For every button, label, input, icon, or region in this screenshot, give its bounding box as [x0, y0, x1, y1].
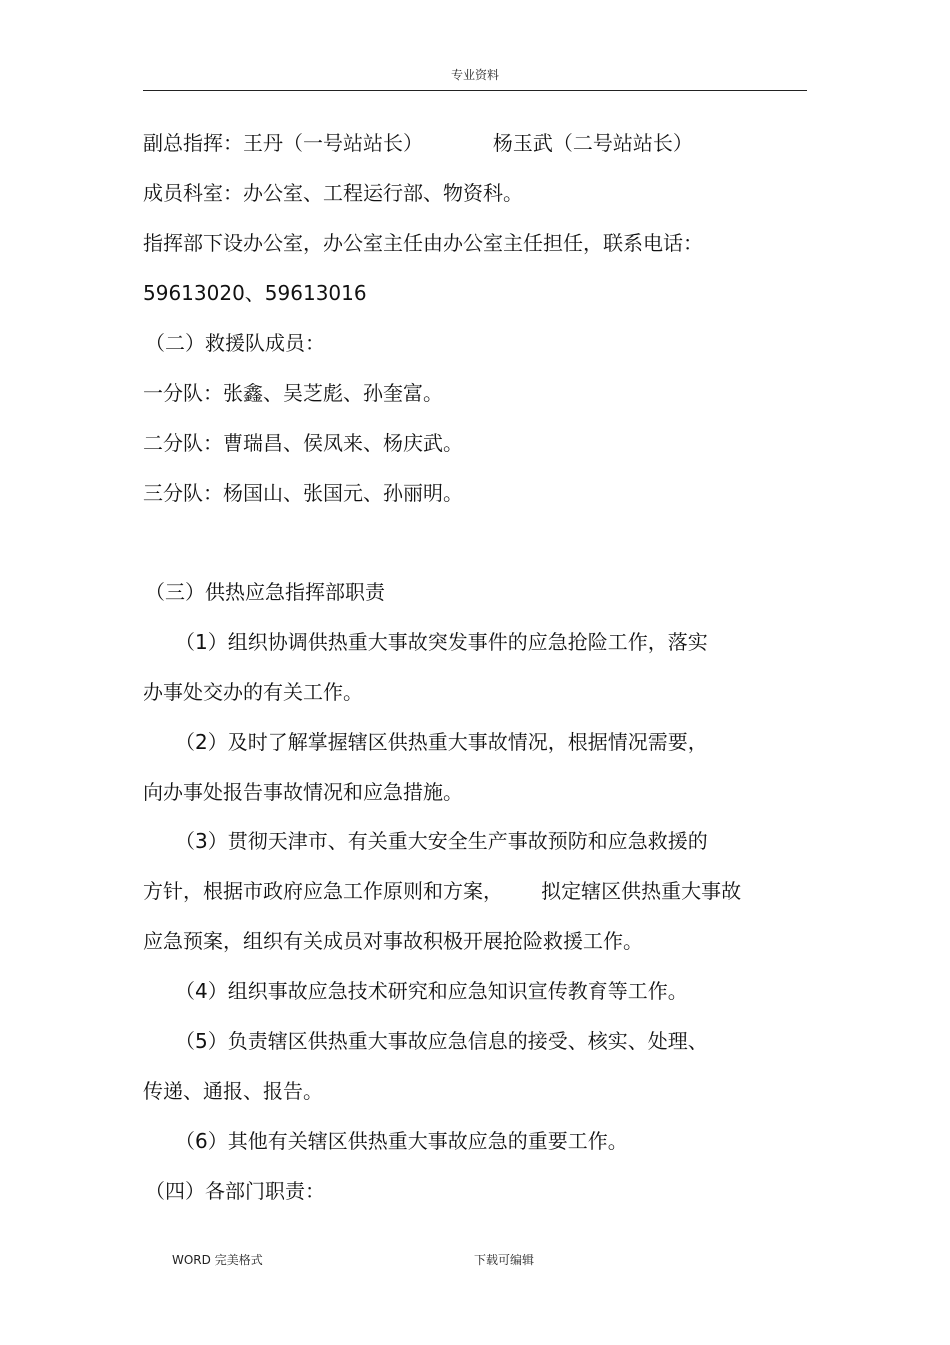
team-one-line: 一分队：张鑫、吴芝彪、孙奎富。	[143, 381, 443, 405]
team-three-line: 三分队：杨国山、张国元、孙丽明。	[143, 481, 463, 505]
duty-2-line-b: 向办事处报告事故情况和应急措施。	[143, 780, 463, 804]
duty-3-line-c: 应急预案，组织有关成员对事故积极开展抢险救援工作。	[143, 929, 643, 953]
member-departments-line: 成员科室：办公室、工程运行部、物资科。	[143, 181, 523, 205]
duty-1-line-b: 办事处交办的有关工作。	[143, 680, 363, 704]
duty-3-line-b: 方针，根据市政府应急工作原则和方案， 拟定辖区供热重大事故	[143, 879, 742, 903]
duty-3-line-a: （3）贯彻天津市、有关重大安全生产事故预防和应急救援的	[175, 829, 708, 853]
section-heading-department-duties: （四）各部门职责：	[145, 1179, 325, 1203]
page-header-label: 专业资料	[450, 68, 499, 82]
team-two-line: 二分队：曹瑞昌、侯凤来、杨庆武。	[143, 431, 463, 455]
duty-4-line: （4）组织事故应急技术研究和应急知识宣传教育等工作。	[175, 979, 688, 1003]
duty-5-line-a: （5）负责辖区供热重大事故应急信息的接受、核实、处理、	[175, 1029, 708, 1053]
footer-right-label: 下载可编辑	[474, 1253, 535, 1267]
duty-5-line-b: 传递、通报、报告。	[143, 1079, 323, 1103]
duty-1-line-a: （1）组织协调供热重大事故突发事件的应急抢险工作，落实	[175, 630, 708, 654]
section-heading-rescue-team: （二）救援队成员：	[145, 331, 325, 355]
header-divider	[143, 90, 807, 91]
office-line: 指挥部下设办公室，办公室主任由办公室主任担任，联系电话：	[143, 231, 703, 255]
duty-2-line-a: （2）及时了解掌握辖区供热重大事故情况，根据情况需要，	[175, 730, 708, 754]
deputy-commander-line: 副总指挥：王丹（一号站站长） 杨玉武（二号站站长）	[143, 131, 693, 155]
section-heading-duties: （三）供热应急指挥部职责	[145, 580, 385, 604]
footer-left-label: WORD 完美格式	[172, 1253, 263, 1267]
duty-6-line: （6）其他有关辖区供热重大事故应急的重要工作。	[175, 1129, 628, 1153]
phone-numbers-line: 59613020、59613016	[143, 281, 367, 305]
